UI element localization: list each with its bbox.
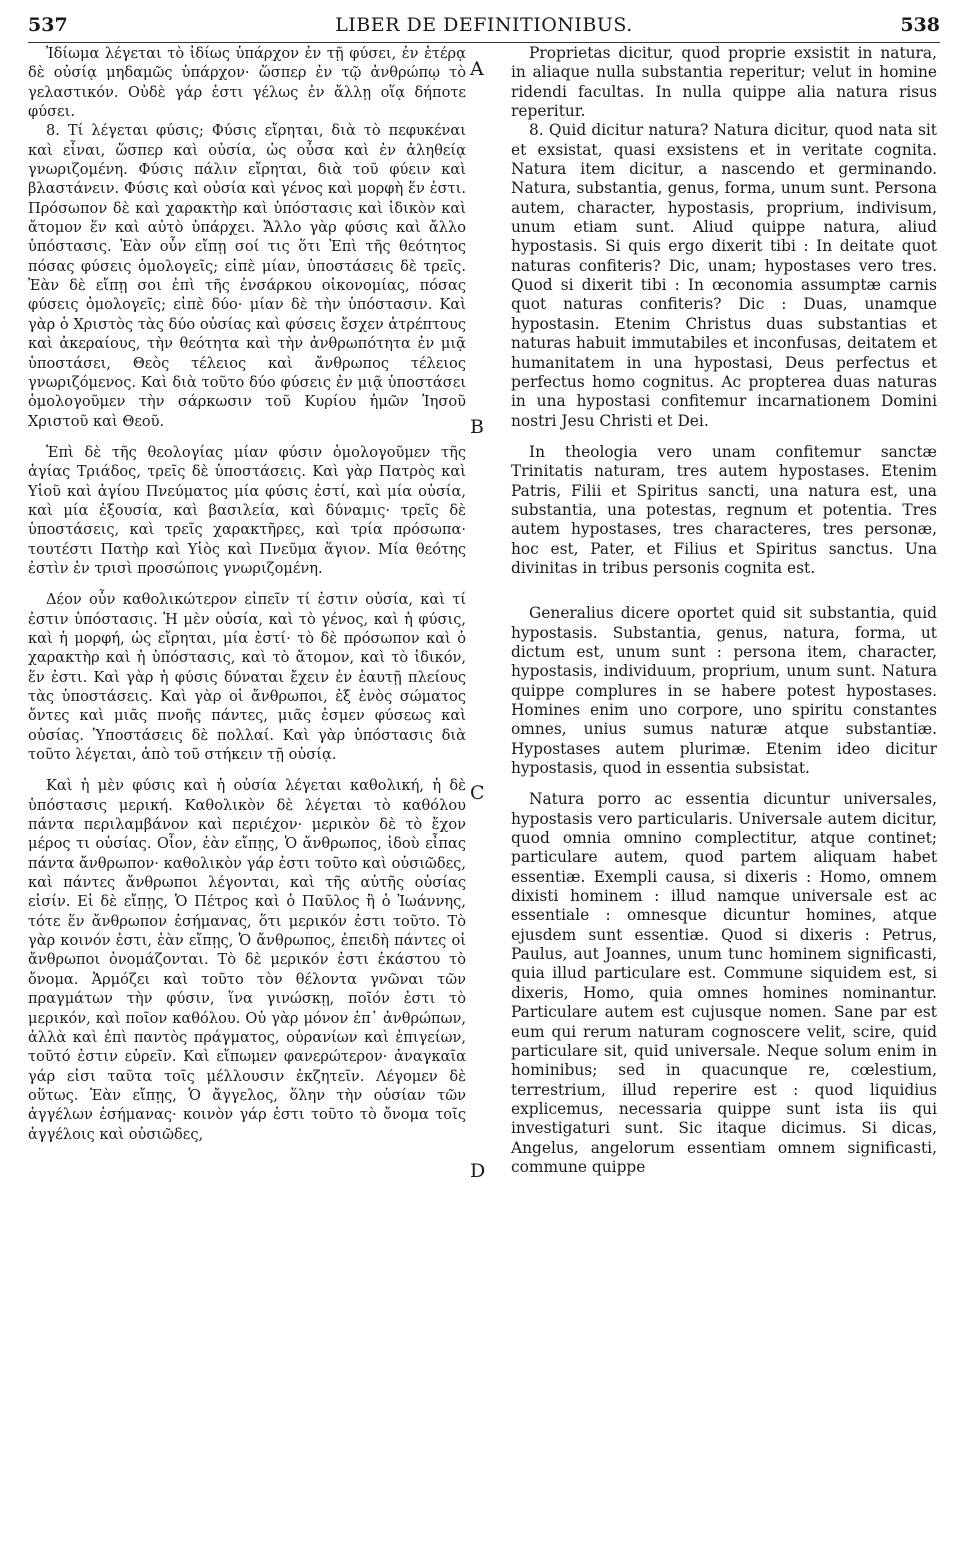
greek-paragraph-substantia: Δέον οὖν καθολικώτερον εἰπεῖν τί ἐστιν οὐσία, καὶ τί ἐστιν ὑπόστασις. Ἡ μὲν οὐσία, καὶ τὸ γένος, καὶ ἡ φύσις, καὶ ἡ μορφή, ὡς εἴρηται, μία ἐστί· τὸ δὲ πρόσωπον καὶ ὁ χαρακτὴρ καὶ ἡ ὑπόστασις, καὶ τὸ ἄτομον, καὶ τὸ ἰδικόν, ἕν ἐστι. Καὶ γὰρ ἡ φύσις δύναται ἔχειν ἐν ἑαυτῇ πλείους τὰς ὑποστάσεις. Καὶ γὰρ οἱ ἄνθρωποι, ἐξ ἑνὸς σώματος ὄντες καὶ μιᾶς πνοῆς πάντες, μιᾶς ἐσμεν φύσεως καὶ οὐσίας. Ὑποστάσεις δὲ πολλαί. Καὶ γὰρ ὑπόστασις διὰ τοῦτο λέγεται, ἀπὸ τοῦ στήκειν τῇ οὐσίᾳ. bbox=[28, 591, 466, 764]
margin-marker-a: A bbox=[470, 58, 484, 80]
greek-paragraph-proprietas: Ἰδίωμα λέγεται τὸ ἰδίως ὑπάρχον ἐν τῇ φύσει, ἐν ἑτέρᾳ δὲ οὐσίᾳ μηδαμῶς ὑπάρχον· ὥσπερ ἐν τῷ ἀνθρώπῳ τὸ γελαστικόν. Οὐδὲ γάρ ἐστι γέλως ἐν ἄλλῃ οἵᾳ δήποτε φύσει. bbox=[28, 45, 466, 121]
greek-paragraph-theologia: Ἐπὶ δὲ τῆς θεολογίας μίαν φύσιν ὁμολογοῦμεν τῆς ἁγίας Τριάδος, τρεῖς δὲ ὑποστάσεις. Καὶ γὰρ Πατρὸς καὶ Υἱοῦ καὶ ἁγίου Πνεύματος μία φύσις ἐστί, καὶ μία οὐσία, καὶ μία ἐξουσία, καὶ βασιλεία, καὶ δύναμις· τρεῖς δὲ ὑποστάσεις, καὶ τρεῖς χαρακτῆρες, καὶ τρία πρόσωπα· τουτέστι Πατὴρ καὶ Υἱὸς καὶ Πνεῦμα ἅγιον. Μία θεότης ἐστὶν ἐν τρισὶ προσώποις γνωριζομένη. bbox=[28, 443, 466, 577]
latin-paragraph-proprietas: Proprietas dicitur, quod proprie exsistit in natura, in aliaque nulla substantia reperitur; velut in homine ridendi facultas. In nulla quippe alia natura risus reperitur. bbox=[511, 44, 937, 121]
page-number-right: 538 bbox=[900, 14, 940, 36]
running-header bbox=[28, 14, 940, 43]
latin-paragraph-theologia: In theologia vero unam confitemur sanctæ Trinitatis naturam, tres autem hypostases. Etenim Patris, Filii et Spiritus sancti, una natura est, una substantia, una potestas, regnum et potentia. Tres autem hypostases, tres characteres, tres personæ, hoc est, Pater, et Filius et Spiritus sanctus. Una divinitas in tribus personis cognita est. bbox=[511, 442, 937, 577]
running-title: LIBER DE DEFINITIONIBUS. bbox=[335, 14, 633, 36]
greek-column bbox=[28, 44, 466, 1144]
latin-column bbox=[511, 44, 937, 1177]
greek-paragraph-natura: 8. Τί λέγεται φύσις; Φύσις εἴρηται, διὰ τὸ πεφυκέναι καὶ εἶναι, ὥσπερ καὶ οὐσία, ὡς οὖσα καὶ ἐν ἀληθείᾳ γνωριζομένη. Φύσις πάλιν εἴρηται, διὰ τοῦ φύειν καὶ βλαστάνειν. Φύσις καὶ οὐσία καὶ γένος καὶ μορφὴ ἕν ἐστι. Πρόσωπον δὲ καὶ χαρακτὴρ καὶ ὑπόστασις καὶ ἰδικὸν καὶ ἄτομον ἕν καὶ αὐτὸ ὑπάρχει. Ἄλλο γὰρ φύσις καὶ ἄλλο ὑπόστασις. Ἐὰν οὖν εἴπῃ σοί τις ὅτι Ἐπὶ τῆς θεότητος πόσας φύσεις ὁμολογεῖς; εἰπὲ μίαν, ὑποστάσεις δὲ τρεῖς. Ἐὰν δὲ εἴπῃ σοι ἐπὶ τῆς ἐνσάρκου οἰκονομίας, πόσας φύσεις ὁμολογεῖς; εἰπὲ δύο· μίαν δὲ τὴν ὑπόστασιν. Καὶ γὰρ ὁ Χριστὸς τὰς δύο οὐσίας καὶ φύσεις ἔσχεν ἀτρέπτους καὶ ἀκεραίους, τὴν θεότητα καὶ τὴν ἀνθρωπότητα ἐν μιᾷ ὑποστάσει, Θεὸς τέλειος καὶ ἄνθρωπος τέλειος γνωριζόμενος. Καὶ διὰ τοῦτο δύο φύσεις ἐν μιᾷ ὑποστάσει ὁμολογοῦμεν τὴν σάρκωσιν τοῦ Κυρίου ἡμῶν Ἰησοῦ Χριστοῦ καὶ Θεοῦ. bbox=[28, 122, 466, 430]
latin-paragraph-substantia: Generalius dicere oportet quid sit substantia, quid hypostasis. Substantia, genus, natura, forma, ut dictum est, unum sunt : persona item, character, hypostasis, individuum, proprium, unum sunt. Natura quippe complures in se habere potest hypostases. Homines enim uno corpore, uno spiritu constantes omnes, unius sumus naturæ atque substantiæ. Hypostases autem plurimæ. Etenim ideo dicitur hypostasis, quod in essentia subsistat. bbox=[511, 604, 937, 778]
greek-paragraph-universalis: Καὶ ἡ μὲν φύσις καὶ ἡ οὐσία λέγεται καθολική, ἡ δὲ ὑπόστασις μερική. Καθολικὸν δὲ λέγεται τὸ καθόλου πάντα περιλαμβάνον καὶ περιέχον· μερικὸν δὲ τὸ ἔχον μέρος τι οὐσίας. Οἷον, ἐὰν εἴπῃς, Ὁ ἄνθρωπος, ἰδοὺ εἶπας πάντα ἄνθρωπον· καθολικὸν γάρ ἐστι τοῦτο καὶ οὐσιῶδες, καὶ πάντες ἄνθρωποι λέγονται, καὶ τῆς αὐτῆς οὐσίας εἰσίν. Εἰ δὲ εἴπῃς, Ὁ Πέτρος καὶ ὁ Παῦλος ἢ ὁ Ἰωάννης, τότε ἕν ἄνθρωπον ἐσήμανας, ὅτι μερικόν ἐστι τοῦτο. Τὸ γὰρ κοινόν ἐστι, ἐὰν εἴπῃς, Ὁ ἄνθρωπος, ἐπειδὴ πάντες οἱ ἄνθρωποι ὀνομάζονται. Τὸ δὲ μερικόν ἐστι ἑκάστου τὸ ὄνομα. Ἁρμόζει καὶ τοῦτο τὸν θέλοντα γνῶναι τῶν πραγμάτων τὴν φύσιν, ἵνα γινώσκῃ, ποῖόν ἐστι τὸ μερικόν, καὶ ποῖον καθόλου. Οὐ γὰρ μόνον ἐπ᾽ ἀνθρώπων, ἀλλὰ καὶ ἐπὶ παντὸς πράγματος, οὐρανίων καὶ ἐπιγείων, τοῦτό ἐστιν εὑρεῖν. Καὶ εἴπωμεν φανερώτερον· ἀναγκαῖα γάρ εἰσι ταῦτα τοῖς μέλλουσιν ἐκζητεῖν. Λέγομεν δὲ οὕτως. Ἐὰν εἴπῃς, Ὁ ἄγγελος, ὅλην τὴν οὐσίαν τῶν ἀγγέλων ἐσήμανας· κοινὸν γάρ ἐστι τοῦτο τὸ ὄνομα τοῖς ἀγγέλοις καὶ οὐσιῶδες, bbox=[28, 777, 466, 1143]
page-number-left: 537 bbox=[28, 14, 68, 36]
latin-paragraph-natura: 8. Quid dicitur natura? Natura dicitur, quod nata sit et exsistat, quasi exsistens et in veritate cognita. Natura item dicitur, a nascendo et germinando. Natura, substantia, genus, forma, unum sunt. Persona autem, character, hypostasis, proprium, indivisum, unum etiam sunt. Aliud quippe natura, aliud hypostasis. Si quis ergo dixerit tibi : In deitate quot naturas confiteris? Dic, unam; hypostases vero tres. Quod si dixerit tibi : In œconomia assumptæ carnis quot naturas confiteris? Dic : Duas, unamque hypostasin. Etenim Christus duas substantias et naturas habuit immutabiles et inconfusas, deitatem et humanitatem in una hypostasi, Deus perfectus et perfectus homo cognitus. Ac propterea duas naturas in una hypostasi confitemur incarnationem Domini nostri Jesu Christi et Dei. bbox=[511, 121, 937, 430]
margin-marker-c: C bbox=[470, 782, 485, 804]
latin-paragraph-universalis: Natura porro ac essentia dicuntur universales, hypostasis vero particularis. Universale autem dicitur, quod omnia omnino complectitur, atque continet; particulare autem, quod partem aliquam habet essentiæ. Exempli causa, si dixeris : Homo, omnem dixisti hominem : illud namque universale est ac essentiale : omnesque dicuntur homines, atque ejusdem sunt essentiæ. Quod si dixeris : Petrus, Paulus, aut Joannes, unum tunc hominem significasti, quia illud particulare est. Commune siquidem est, si dixeris, Homo, quia omnes homines nominantur. Particulare autem est cujusque nomen. Sane par est eum qui rerum naturam cognoscere velit, scire, quid particulare sit, quid universale. Neque solum enim in hominibus; sed in quacunque re, cœlestium, terrestrium, illud reperire est : quod liquidius explicemus, necessaria quippe sunt ista iis qui investigaturi sunt. Sic itaque dicimus. Si dicas, Angelus, angelorum essentiam omnem significasti, commune quippe bbox=[511, 790, 937, 1176]
margin-marker-b: B bbox=[470, 416, 484, 438]
margin-marker-d: D bbox=[470, 1160, 486, 1182]
